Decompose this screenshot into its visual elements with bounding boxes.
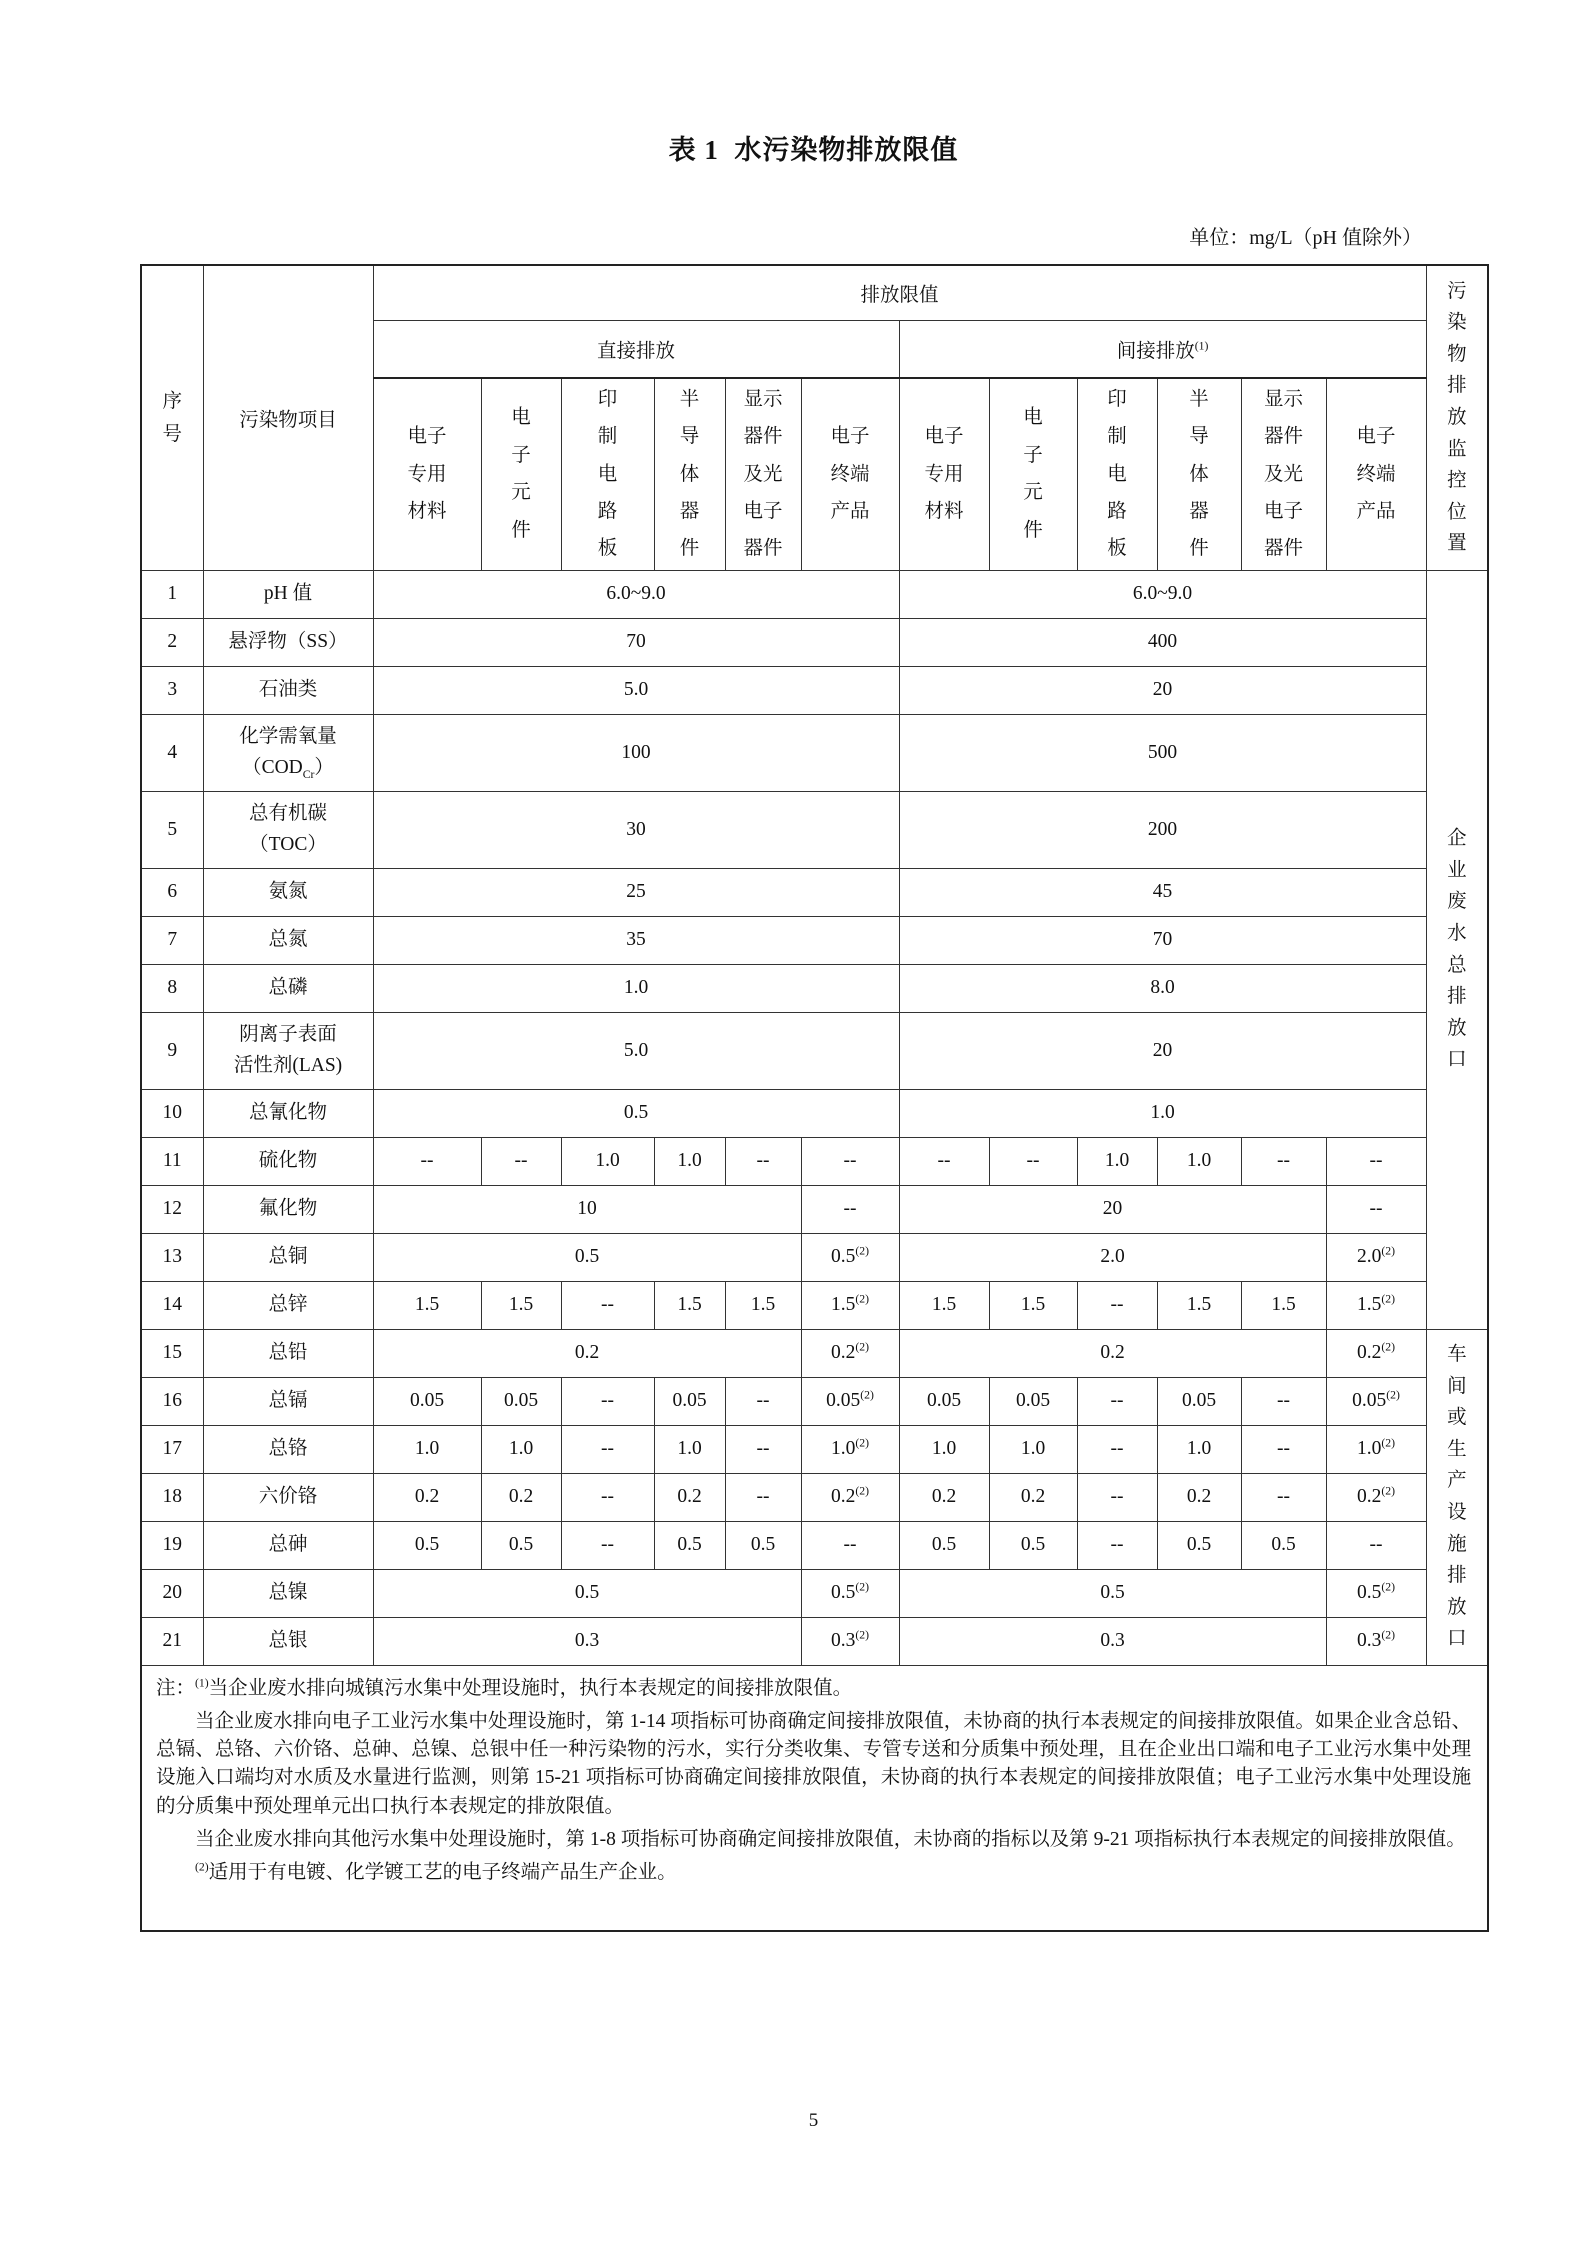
table-row bbox=[141, 916, 1488, 964]
pollutant-name: 总铜 bbox=[203, 1233, 373, 1281]
monitor-location-cell: 企 业 废 水 总 排 放 口 bbox=[1426, 570, 1488, 1329]
header-indirect-discharge: 间接排放$^{(1)}$ bbox=[899, 320, 1426, 378]
limit-cell: 1.0 bbox=[561, 1137, 654, 1185]
limit-cell: 8.0 bbox=[899, 964, 1426, 1012]
limit-cell: -- bbox=[1077, 1473, 1157, 1521]
table-row bbox=[141, 964, 1488, 1012]
note-paragraph: 注：$^{(1)}$当企业废水排向城镇污水集中处理设施时，执行本表规定的间接排放限值。 bbox=[156, 1676, 853, 1699]
limit-cell: 1.0$^{(2)}$ bbox=[1326, 1425, 1426, 1473]
limit-cell: 6.0~9.0 bbox=[899, 570, 1426, 618]
pollutant-name: 总铬 bbox=[203, 1425, 373, 1473]
limit-cell: -- bbox=[725, 1377, 801, 1425]
row-number: 15 bbox=[141, 1329, 203, 1377]
pollutant-name: 总氮 bbox=[203, 916, 373, 964]
limit-cell: -- bbox=[1326, 1521, 1426, 1569]
limit-cell: 0.2 bbox=[373, 1473, 481, 1521]
limit-cell: 0.05 bbox=[1157, 1377, 1241, 1425]
header-industry-electronic-components: 电 子 元 件 bbox=[481, 378, 561, 570]
limit-cell: 0.2 bbox=[899, 1329, 1326, 1377]
limit-cell: -- bbox=[373, 1137, 481, 1185]
limit-cell: 0.3$^{(2)}$ bbox=[1326, 1617, 1426, 1665]
pollutant-name: 六价铬 bbox=[203, 1473, 373, 1521]
table-row bbox=[141, 1521, 1488, 1569]
table-row bbox=[141, 1185, 1488, 1233]
limit-cell: 0.5 bbox=[899, 1569, 1326, 1617]
limit-cell: 0.5 bbox=[373, 1089, 899, 1137]
limit-cell: 0.2$^{(2)}$ bbox=[1326, 1473, 1426, 1521]
limit-cell: 1.0 bbox=[481, 1425, 561, 1473]
row-number: 9 bbox=[141, 1012, 203, 1089]
limit-cell: -- bbox=[801, 1185, 899, 1233]
limit-cell: -- bbox=[561, 1281, 654, 1329]
limit-cell: 0.05 bbox=[989, 1377, 1077, 1425]
pollutant-name: 悬浮物（SS） bbox=[203, 618, 373, 666]
limit-cell: 0.05 bbox=[654, 1377, 725, 1425]
limit-cell: 0.3$^{(2)}$ bbox=[801, 1617, 899, 1665]
limit-cell: -- bbox=[725, 1425, 801, 1473]
limit-cell: -- bbox=[561, 1473, 654, 1521]
row-number: 4 bbox=[141, 714, 203, 791]
pollutant-name: 总氰化物 bbox=[203, 1089, 373, 1137]
row-number: 8 bbox=[141, 964, 203, 1012]
header-industry-electronic-components: 电 子 元 件 bbox=[989, 378, 1077, 570]
limit-cell: 5.0 bbox=[373, 1012, 899, 1089]
limit-cell: 0.2 bbox=[989, 1473, 1077, 1521]
limit-cell: 0.5 bbox=[373, 1521, 481, 1569]
header-industry-electronic-materials: 电子 专用 材料 bbox=[373, 378, 481, 570]
limit-cell: 1.0 bbox=[1157, 1425, 1241, 1473]
limit-cell: 0.05 bbox=[481, 1377, 561, 1425]
header-industry-semiconductor: 半 导 体 器 件 bbox=[1157, 378, 1241, 570]
limit-cell: 0.5 bbox=[373, 1569, 801, 1617]
limit-cell: 0.05 bbox=[899, 1377, 989, 1425]
row-number: 16 bbox=[141, 1377, 203, 1425]
limit-cell: 5.0 bbox=[373, 666, 899, 714]
limit-cell: 20 bbox=[899, 1012, 1426, 1089]
limit-cell: 1.0$^{(2)}$ bbox=[801, 1425, 899, 1473]
table-row bbox=[141, 1569, 1488, 1617]
table-row bbox=[141, 1137, 1488, 1185]
header-pollutant: 污染物项目 bbox=[203, 265, 373, 570]
limit-cell: 400 bbox=[899, 618, 1426, 666]
limit-cell: 1.0 bbox=[899, 1425, 989, 1473]
limit-cell: -- bbox=[1241, 1425, 1326, 1473]
row-number: 5 bbox=[141, 791, 203, 868]
header-industry-pcb: 印 制 电 路 板 bbox=[1077, 378, 1157, 570]
pollutant-name: 总铅 bbox=[203, 1329, 373, 1377]
page-number: 5 bbox=[808, 2110, 819, 2131]
pollutant-name: 总银 bbox=[203, 1617, 373, 1665]
table-row bbox=[141, 1012, 1488, 1089]
row-number: 18 bbox=[141, 1473, 203, 1521]
header-monitor-position: 污 染 物 排 放 监 控 位 置 bbox=[1426, 265, 1488, 570]
row-number: 21 bbox=[141, 1617, 203, 1665]
limit-cell: -- bbox=[1326, 1137, 1426, 1185]
row-number: 19 bbox=[141, 1521, 203, 1569]
row-number: 2 bbox=[141, 618, 203, 666]
table-row bbox=[141, 1473, 1488, 1521]
notes-row bbox=[141, 1665, 1488, 1931]
limit-cell: 0.2 bbox=[1157, 1473, 1241, 1521]
table-row bbox=[141, 714, 1488, 791]
header-industry-semiconductor: 半 导 体 器 件 bbox=[654, 378, 725, 570]
table-row bbox=[141, 570, 1488, 618]
pollutant-name: pH 值 bbox=[203, 570, 373, 618]
limit-cell: -- bbox=[801, 1137, 899, 1185]
limit-cell: 10 bbox=[373, 1185, 801, 1233]
limit-cell: 0.5$^{(2)}$ bbox=[1326, 1569, 1426, 1617]
pollutant-name: 石油类 bbox=[203, 666, 373, 714]
row-number: 11 bbox=[141, 1137, 203, 1185]
table-row bbox=[141, 1233, 1488, 1281]
limit-cell: 1.0 bbox=[989, 1425, 1077, 1473]
limit-cell: 30 bbox=[373, 791, 899, 868]
limit-cell: 500 bbox=[899, 714, 1426, 791]
limit-cell: 1.5 bbox=[373, 1281, 481, 1329]
limit-cell: -- bbox=[1241, 1377, 1326, 1425]
limit-cell: 0.5 bbox=[654, 1521, 725, 1569]
limit-cell: 6.0~9.0 bbox=[373, 570, 899, 618]
monitor-location-cell: 车 间 或 生 产 设 施 排 放 口 bbox=[1426, 1329, 1488, 1665]
table-row bbox=[141, 666, 1488, 714]
limit-cell: 1.0 bbox=[373, 1425, 481, 1473]
limit-cell: 35 bbox=[373, 916, 899, 964]
row-number: 7 bbox=[141, 916, 203, 964]
limit-cell: 1.0 bbox=[1077, 1137, 1157, 1185]
limit-cell: 0.2 bbox=[373, 1329, 801, 1377]
limit-cell: 1.5 bbox=[1241, 1281, 1326, 1329]
header-industry-terminal-products: 电子 终端 产品 bbox=[801, 378, 899, 570]
limit-cell: -- bbox=[1326, 1185, 1426, 1233]
limit-cell: 0.5 bbox=[373, 1233, 801, 1281]
limit-cell: -- bbox=[801, 1521, 899, 1569]
pollutant-limits-table bbox=[140, 264, 1489, 1932]
limit-cell: 0.5 bbox=[899, 1521, 989, 1569]
limit-cell: 100 bbox=[373, 714, 899, 791]
limit-cell: -- bbox=[481, 1137, 561, 1185]
header-industry-electronic-materials: 电子 专用 材料 bbox=[899, 378, 989, 570]
limit-cell: -- bbox=[1077, 1521, 1157, 1569]
limit-cell: 0.5 bbox=[1157, 1521, 1241, 1569]
limit-cell: -- bbox=[561, 1377, 654, 1425]
header-industry-display-optoelectronics: 显示 器件 及光 电子 器件 bbox=[1241, 378, 1326, 570]
limit-cell: 0.05$^{(2)}$ bbox=[1326, 1377, 1426, 1425]
limit-cell: 45 bbox=[899, 868, 1426, 916]
limit-cell: 1.5 bbox=[481, 1281, 561, 1329]
note-paragraph: $^{(2)}$适用于有电镀、化学镀工艺的电子终端产品生产企业。 bbox=[195, 1860, 677, 1884]
row-number: 14 bbox=[141, 1281, 203, 1329]
limit-cell: 0.3 bbox=[373, 1617, 801, 1665]
note-paragraph: 当企业废水排向电子工业污水集中处理设施时，第 1-14 项指标可协商确定间接排放限值，未协商的执行本表规定的间接排放限值。如果企业含总铅、总镉、总铬、六价铬、总砷、总镍、总银中任一种污染物的污水，实行分类收集、专管专送和分质集中预处理，且在企业出口端和电子工业污水集中处理设施入口端均对水质及水量进行监测，则第 15-21 项指标可协商确定间接排放限值，未协商的执行本表规定的间接排放限值；电子工业污水集中处理设施的分质集中预处理单元出口执行本表规定的排放限值。 bbox=[156, 1710, 1472, 1817]
limit-cell: -- bbox=[561, 1521, 654, 1569]
table-row bbox=[141, 1281, 1488, 1329]
row-number: 3 bbox=[141, 666, 203, 714]
limit-cell: 1.0 bbox=[373, 964, 899, 1012]
table-row bbox=[141, 791, 1488, 868]
unit-note: 单位：mg/L（pH 值除外） bbox=[1189, 227, 1422, 249]
pollutant-name: 总镉 bbox=[203, 1377, 373, 1425]
limit-cell: 0.2 bbox=[899, 1473, 989, 1521]
page-title: 表 1 水污染物排放限值 bbox=[668, 135, 959, 165]
limit-cell: -- bbox=[725, 1473, 801, 1521]
limit-cell: 0.05$^{(2)}$ bbox=[801, 1377, 899, 1425]
limit-cell: -- bbox=[989, 1137, 1077, 1185]
header-industry-terminal-products: 电子 终端 产品 bbox=[1326, 378, 1426, 570]
limit-cell: 1.5 bbox=[989, 1281, 1077, 1329]
limit-cell: 0.5$^{(2)}$ bbox=[801, 1233, 899, 1281]
limit-cell: 0.5 bbox=[1241, 1521, 1326, 1569]
limit-cell: 0.5 bbox=[989, 1521, 1077, 1569]
limit-cell: -- bbox=[1077, 1377, 1157, 1425]
row-number: 1 bbox=[141, 570, 203, 618]
limit-cell: 0.2$^{(2)}$ bbox=[801, 1473, 899, 1521]
limit-cell: 0.5 bbox=[481, 1521, 561, 1569]
row-number: 20 bbox=[141, 1569, 203, 1617]
row-number: 17 bbox=[141, 1425, 203, 1473]
table-row bbox=[141, 618, 1488, 666]
pollutant-name: 硫化物 bbox=[203, 1137, 373, 1185]
table-row bbox=[141, 868, 1488, 916]
notes-block bbox=[141, 1665, 1488, 1931]
pollutant-name: 阴离子表面 活性剂(LAS) bbox=[203, 1012, 373, 1089]
row-number: 10 bbox=[141, 1089, 203, 1137]
header-seq: 序 号 bbox=[141, 265, 203, 570]
limit-cell: 70 bbox=[373, 618, 899, 666]
pollutant-name: 总有机碳 （TOC） bbox=[203, 791, 373, 868]
pollutant-name: 总锌 bbox=[203, 1281, 373, 1329]
pollutant-name: 化学需氧量 $(COD_{Cr})$ bbox=[203, 714, 373, 791]
table-row bbox=[141, 1377, 1488, 1425]
pollutant-name: 总镍 bbox=[203, 1569, 373, 1617]
limit-cell: 0.2 bbox=[481, 1473, 561, 1521]
limit-cell: 2.0$^{(2)}$ bbox=[1326, 1233, 1426, 1281]
limit-cell: 0.5 bbox=[725, 1521, 801, 1569]
limit-cell: 20 bbox=[899, 666, 1426, 714]
row-number: 6 bbox=[141, 868, 203, 916]
limit-cell: 0.2$^{(2)}$ bbox=[801, 1329, 899, 1377]
limit-cell: 70 bbox=[899, 916, 1426, 964]
limit-cell: 1.0 bbox=[1157, 1137, 1241, 1185]
limit-cell: 20 bbox=[899, 1185, 1326, 1233]
limit-cell: -- bbox=[1077, 1425, 1157, 1473]
limit-cell: 1.5$^{(2)}$ bbox=[801, 1281, 899, 1329]
limit-cell: 1.5 bbox=[654, 1281, 725, 1329]
limit-cell: 1.0 bbox=[654, 1137, 725, 1185]
table-row bbox=[141, 1425, 1488, 1473]
limit-cell: 200 bbox=[899, 791, 1426, 868]
note-paragraph: 当企业废水排向其他污水集中处理设施时，第 1-8 项指标可协商确定间接排放限值，未协商的指标以及第 9-21 项指标执行本表规定的间接排放限值。 bbox=[195, 1828, 1466, 1850]
limit-cell: -- bbox=[725, 1137, 801, 1185]
limit-cell: -- bbox=[1077, 1281, 1157, 1329]
table-row bbox=[141, 1089, 1488, 1137]
limit-cell: 0.05 bbox=[373, 1377, 481, 1425]
header-limits: 排放限值 bbox=[373, 265, 1426, 320]
limit-cell: 1.5$^{(2)}$ bbox=[1326, 1281, 1426, 1329]
table-row bbox=[141, 1617, 1488, 1665]
limit-cell: 0.2$^{(2)}$ bbox=[1326, 1329, 1426, 1377]
row-number: 13 bbox=[141, 1233, 203, 1281]
limit-cell: 0.3 bbox=[899, 1617, 1326, 1665]
limit-cell: 1.0 bbox=[899, 1089, 1426, 1137]
limit-cell: 1.5 bbox=[899, 1281, 989, 1329]
limit-cell: 0.5$^{(2)}$ bbox=[801, 1569, 899, 1617]
header-industry-pcb: 印 制 电 路 板 bbox=[561, 378, 654, 570]
pollutant-name: 总磷 bbox=[203, 964, 373, 1012]
pollutant-name: 总砷 bbox=[203, 1521, 373, 1569]
limit-cell: -- bbox=[899, 1137, 989, 1185]
limit-cell: 25 bbox=[373, 868, 899, 916]
table-row bbox=[141, 1329, 1488, 1377]
header-direct-discharge: 直接排放 bbox=[373, 320, 899, 378]
limit-cell: 1.0 bbox=[654, 1425, 725, 1473]
limit-cell: 1.5 bbox=[1157, 1281, 1241, 1329]
limit-cell: 0.2 bbox=[654, 1473, 725, 1521]
limit-cell: 1.5 bbox=[725, 1281, 801, 1329]
limit-cell: -- bbox=[1241, 1473, 1326, 1521]
header-industry-display-optoelectronics: 显示 器件 及光 电子 器件 bbox=[725, 378, 801, 570]
limit-cell: 2.0 bbox=[899, 1233, 1326, 1281]
limit-cell: -- bbox=[561, 1425, 654, 1473]
limit-cell: -- bbox=[1241, 1137, 1326, 1185]
row-number: 12 bbox=[141, 1185, 203, 1233]
pollutant-name: 氨氮 bbox=[203, 868, 373, 916]
pollutant-name: 氟化物 bbox=[203, 1185, 373, 1233]
